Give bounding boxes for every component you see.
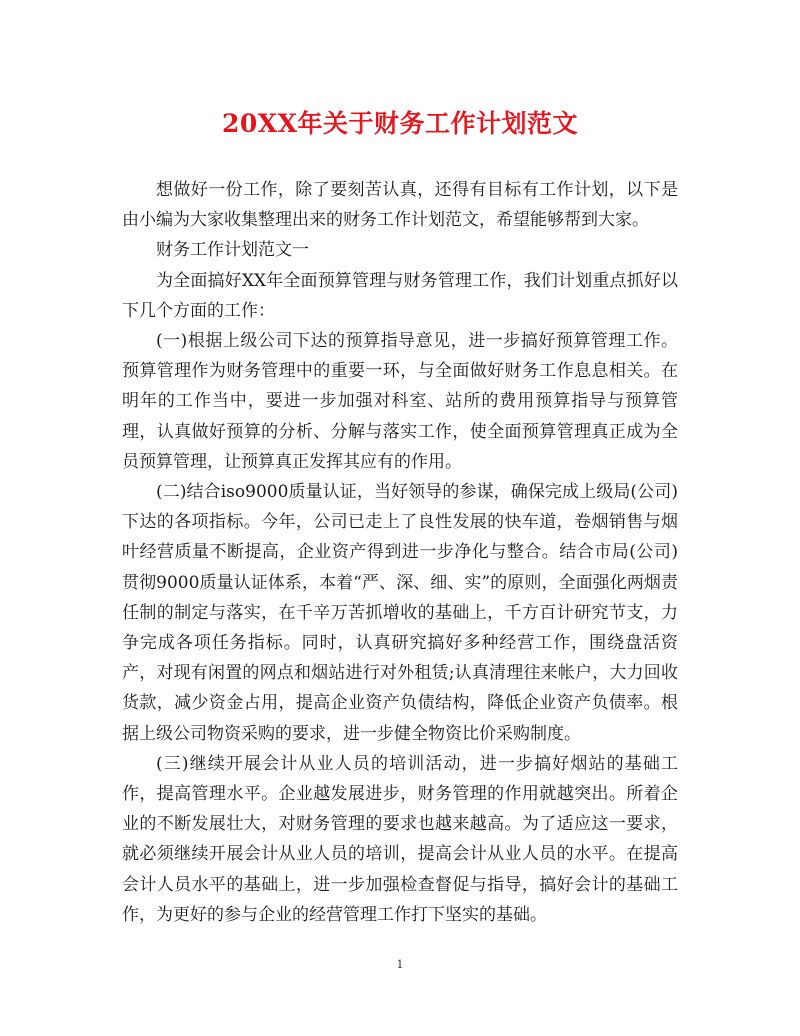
document-title: 20XX年关于财务工作计划范文 <box>221 109 579 138</box>
page-number: 1 <box>396 958 404 971</box>
paragraph-item-1: (一)根据上级公司下达的预算指导意见，进一步搞好预算管理工作。预算管理作为财务管理中的重要一环，与全面做好财务工作息息相关。在明年的工作当中，要进一步加强对科室、站所的费用预算指导与预算管理，认真做好预算的分析、分解与落实工作，使全面预算管理真正成为全员预算管理，让预算真正发挥其应有的作用。 <box>122 331 678 472</box>
paragraph-subheading: 财务工作计划范文一 <box>156 240 309 261</box>
paragraph-item-2: (二)结合iso9000质量认证，当好领导的参谋，确保完成上级局(公司)下达的各项指标。今年，公司已走上了良性发展的快车道，卷烟销售与烟叶经营质量不断提高，企业资产得到进一步净化与整合。结合市局(公司)贯彻9000质量认证体系，本着“严、深、细、实”的原则，全面强化两烟责任制的制定与落实，在千辛万苦抓增收的基础上，千方百计研究节支，力争完成各项任务指标。同时，认真研究搞好多种经营工作，围绕盘活资产，对现有闲置的网点和烟站进行对外租赁;认真清理往来帐户，大力回收货款，减少资金占用，提高企业资产负债结构，降低企业资产负债率。根据上级公司物资采购的要求，进一步健全物资比价采购制度。 <box>122 482 678 744</box>
paragraph-intro: 想做好一份工作，除了要刻苦认真，还得有目标有工作计划，以下是由小编为大家收集整理出来的财务工作计划范文，希望能够帮到大家。 <box>122 180 678 231</box>
paragraph-item-3: (三)继续开展会计从业人员的培训活动，进一步搞好烟站的基础工作，提高管理水平。企业越发展进步，财务管理的作用就越突出。所着企业的不断发展壮大，对财务管理的要求也越来越高。为了适应这一要求，就必须继续开展会计从业人员的培训，提高会计从业人员的水平。在提高会计人员水平的基础上，进一步加强检查督促与指导，搞好会计的基础工作，为更好的参与企业的经营管理工作打下坚实的基础。 <box>122 753 678 925</box>
paragraph-overview: 为全面搞好XX年全面预算管理与财务管理工作，我们计划重点抓好以下几个方面的工作： <box>122 270 678 321</box>
document-body <box>122 175 678 930</box>
